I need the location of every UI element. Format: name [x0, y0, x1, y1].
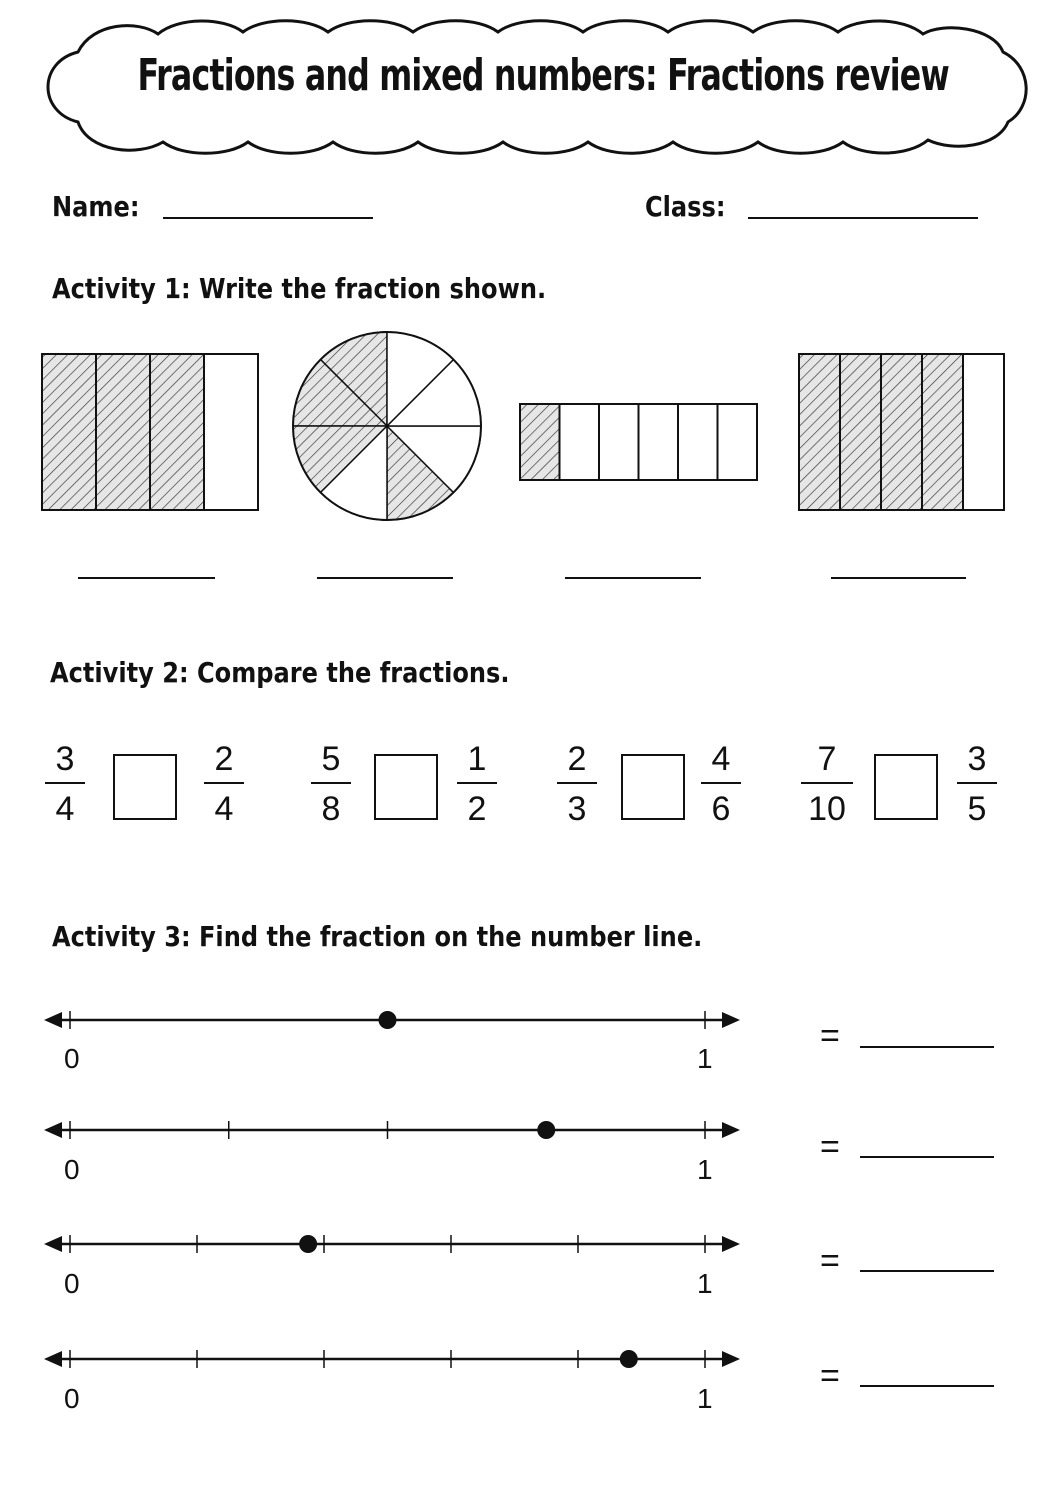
denominator: 4 — [214, 790, 234, 828]
arrow-left-icon — [44, 1351, 62, 1367]
number-lines — [0, 990, 1055, 1430]
activity3-heading: Activity 3: Find the fraction on the number line. — [52, 920, 703, 953]
number-line-answer-1[interactable] — [860, 1046, 994, 1048]
denominator: 5 — [967, 790, 987, 828]
fraction-left-3 — [557, 742, 597, 826]
numerator: 7 — [817, 740, 837, 778]
number-line-1-start-label: 0 — [64, 1043, 80, 1074]
number-line-2-start-label: 0 — [64, 1154, 80, 1185]
answer-blank-2[interactable] — [317, 577, 453, 579]
numerator: 3 — [967, 740, 987, 778]
equals-sign-2: = — [820, 1128, 840, 1166]
fraction-bar-3 — [799, 354, 1004, 510]
equals-sign-1: = — [820, 1017, 840, 1055]
activity1-shapes — [0, 320, 1055, 540]
activity1-heading: Activity 1: Write the fraction shown. — [52, 272, 547, 305]
number-line-point — [379, 1011, 397, 1029]
numerator: 5 — [321, 740, 341, 778]
numerator: 2 — [214, 740, 234, 778]
bar-part-empty — [639, 404, 679, 480]
fraction-circle — [293, 332, 481, 520]
fraction-right-2 — [457, 742, 497, 826]
denominator: 3 — [567, 790, 587, 828]
bar-part-empty — [678, 404, 718, 480]
equals-sign-4: = — [820, 1357, 840, 1395]
page-title: Fractions and mixed numbers: Fractions review — [137, 50, 949, 101]
number-line-point — [620, 1350, 638, 1368]
equals-sign-3: = — [820, 1242, 840, 1280]
fraction-left-1 — [45, 742, 85, 826]
bar-part-empty — [204, 354, 258, 510]
number-line-answer-2[interactable] — [860, 1156, 994, 1158]
denominator: 2 — [467, 790, 487, 828]
compare-box-4[interactable] — [874, 754, 938, 820]
bar-part-empty — [718, 404, 758, 480]
denominator: 10 — [808, 790, 846, 828]
number-line-4-start-label: 0 — [64, 1383, 80, 1414]
fraction-right-4 — [957, 742, 997, 826]
denominator: 6 — [711, 790, 731, 828]
bar-part-shaded — [96, 354, 150, 510]
arrow-right-icon — [722, 1236, 740, 1252]
arrow-left-icon — [44, 1236, 62, 1252]
class-label: Class: — [645, 190, 726, 223]
fraction-left-4 — [801, 742, 853, 826]
bar-part-empty — [560, 404, 600, 480]
number-line-3 — [44, 1235, 740, 1253]
name-field[interactable] — [163, 217, 373, 219]
bar-part-shaded — [840, 354, 881, 510]
answer-blank-3[interactable] — [565, 577, 701, 579]
bar-part-shaded — [42, 354, 96, 510]
bar-part-empty — [599, 404, 639, 480]
numerator: 3 — [55, 740, 75, 778]
number-line-3-end-label: 1 — [697, 1268, 713, 1299]
arrow-left-icon — [44, 1012, 62, 1028]
denominator: 4 — [55, 790, 75, 828]
numerator: 4 — [711, 740, 731, 778]
number-line-4-end-label: 1 — [697, 1383, 713, 1414]
numerator: 2 — [567, 740, 587, 778]
number-line-answer-3[interactable] — [860, 1270, 994, 1272]
fraction-bar-1 — [42, 354, 258, 510]
number-line-answer-4[interactable] — [860, 1385, 994, 1387]
fraction-right-3 — [701, 742, 741, 826]
number-line-2 — [44, 1121, 740, 1139]
answer-blank-1[interactable] — [78, 577, 215, 579]
number-line-4 — [44, 1350, 740, 1368]
bar-part-shaded — [922, 354, 963, 510]
bar-part-shaded — [150, 354, 204, 510]
arrow-right-icon — [722, 1122, 740, 1138]
arrow-right-icon — [722, 1012, 740, 1028]
bar-part-shaded — [799, 354, 840, 510]
fraction-bar-2 — [520, 404, 757, 480]
number-line-point — [299, 1235, 317, 1253]
number-line-point — [537, 1121, 555, 1139]
activity2-heading: Activity 2: Compare the fractions. — [50, 656, 510, 689]
denominator: 8 — [321, 790, 341, 828]
number-line-1 — [44, 1011, 740, 1029]
compare-box-3[interactable] — [621, 754, 685, 820]
arrow-right-icon — [722, 1351, 740, 1367]
fraction-left-2 — [311, 742, 351, 826]
numerator: 1 — [467, 740, 487, 778]
number-line-1-end-label: 1 — [697, 1043, 713, 1074]
number-line-2-end-label: 1 — [697, 1154, 713, 1185]
bar-part-empty — [963, 354, 1004, 510]
fraction-right-1 — [204, 742, 244, 826]
class-field[interactable] — [748, 217, 978, 219]
arrow-left-icon — [44, 1122, 62, 1138]
compare-box-2[interactable] — [374, 754, 438, 820]
answer-blank-4[interactable] — [831, 577, 966, 579]
bar-part-shaded — [881, 354, 922, 510]
compare-box-1[interactable] — [113, 754, 177, 820]
number-line-3-start-label: 0 — [64, 1268, 80, 1299]
name-label: Name: — [52, 190, 140, 223]
bar-part-shaded — [520, 404, 560, 480]
